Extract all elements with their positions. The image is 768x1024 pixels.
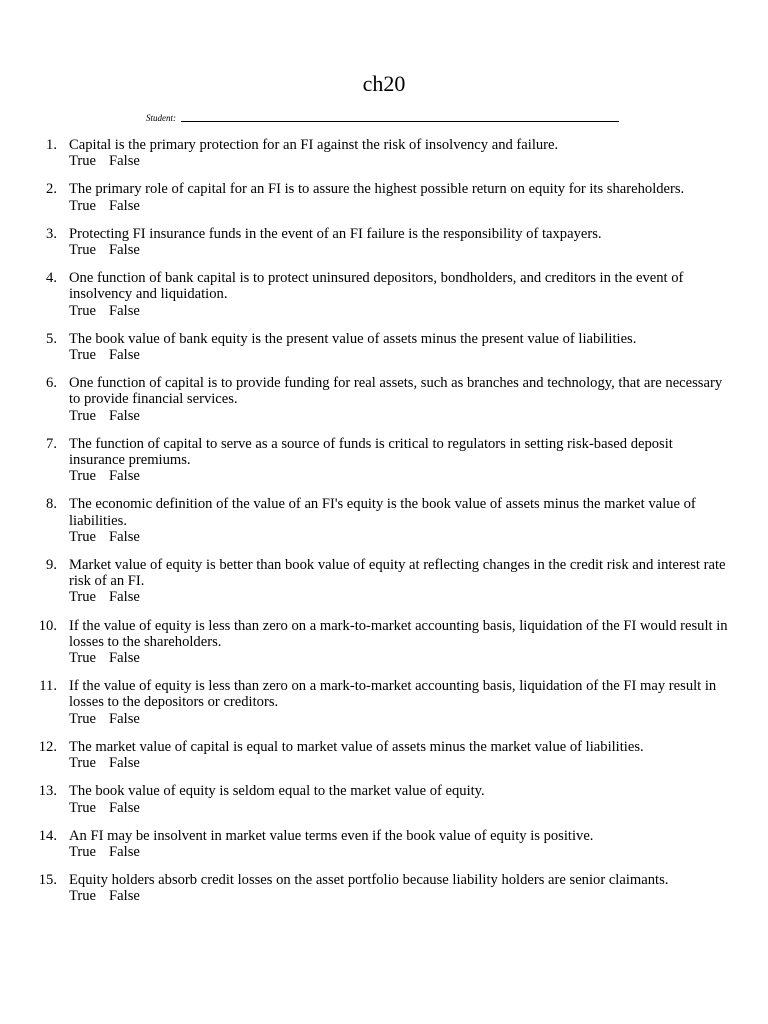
question-number: 12. bbox=[38, 738, 57, 755]
question-text: Market value of equity is better than book value of equity at reflecting changes in the credit risk and interest rate risk of an FI. bbox=[69, 557, 726, 590]
student-label: Student: bbox=[146, 113, 176, 123]
question-number: 10. bbox=[38, 617, 57, 634]
answer-options bbox=[69, 589, 729, 605]
question-item bbox=[0, 181, 768, 213]
question-text: Protecting FI insurance funds in the event of an FI failure is the responsibility of taxpayers. bbox=[69, 225, 602, 242]
question-item bbox=[0, 375, 768, 424]
question-text: The market value of capital is equal to market value of assets minus the market value of liabilities. bbox=[69, 738, 644, 755]
option-true[interactable]: True bbox=[69, 650, 97, 667]
question-text: The function of capital to serve as a source of funds is critical to regulators in setting risk-based deposit insurance premiums. bbox=[69, 435, 673, 469]
option-false[interactable]: False bbox=[109, 197, 140, 214]
option-false[interactable]: False bbox=[109, 407, 140, 424]
question-text: The economic definition of the value of an FI's equity is the book value of assets minus the market value of liabilities. bbox=[69, 496, 696, 529]
question-number: 11. bbox=[39, 678, 57, 695]
option-true[interactable]: True bbox=[69, 242, 97, 259]
option-true[interactable]: True bbox=[69, 888, 97, 905]
question-text: Capital is the primary protection for an FI against the risk of insolvency and failure. bbox=[69, 137, 559, 153]
answer-options bbox=[69, 888, 729, 904]
option-false[interactable]: False bbox=[109, 468, 140, 485]
answer-options bbox=[69, 650, 729, 666]
answer-options bbox=[69, 242, 729, 258]
question-text: One function of capital is to provide funding for real assets, such as branches and technology, that are necessary to provide financial services. bbox=[69, 375, 723, 408]
answer-options bbox=[69, 711, 729, 727]
question-item bbox=[0, 137, 768, 169]
option-true[interactable]: True bbox=[69, 799, 97, 816]
question-number: 4. bbox=[46, 270, 57, 287]
answer-options bbox=[69, 153, 729, 169]
question-number: 9. bbox=[46, 557, 57, 574]
answer-options bbox=[69, 408, 729, 424]
question-text: The book value of equity is seldom equal to the market value of equity. bbox=[69, 783, 485, 800]
question-item bbox=[0, 783, 768, 815]
question-item bbox=[0, 436, 768, 485]
option-false[interactable]: False bbox=[109, 843, 140, 860]
question-list bbox=[0, 137, 768, 917]
question-number: 3. bbox=[46, 225, 57, 242]
question-item bbox=[0, 496, 768, 545]
question-number: 8. bbox=[46, 496, 57, 513]
question-item bbox=[0, 331, 768, 363]
option-true[interactable]: True bbox=[69, 589, 97, 606]
student-name-line bbox=[146, 111, 619, 125]
option-false[interactable]: False bbox=[109, 528, 140, 545]
option-false[interactable]: False bbox=[109, 589, 140, 606]
question-number: 15. bbox=[38, 872, 57, 889]
option-true[interactable]: True bbox=[69, 302, 97, 319]
question-number: 7. bbox=[46, 435, 57, 452]
student-name-field[interactable] bbox=[181, 111, 619, 122]
page-title: ch20 bbox=[362, 71, 406, 96]
option-false[interactable]: False bbox=[109, 650, 140, 667]
question-text: One function of bank capital is to protect uninsured depositors, bondholders, and creditors in the event of insolvency and liquidation. bbox=[69, 270, 684, 303]
question-item bbox=[0, 828, 768, 860]
option-true[interactable]: True bbox=[69, 755, 97, 772]
answer-options bbox=[69, 347, 729, 363]
question-text: The book value of bank equity is the present value of assets minus the present value of liabilities. bbox=[69, 330, 637, 347]
question-text: If the value of equity is less than zero on a mark-to-market accounting basis, liquidation of the FI would result in losses to the shareholders. bbox=[69, 617, 728, 650]
question-item bbox=[0, 739, 768, 771]
question-number: 1. bbox=[46, 137, 57, 153]
option-false[interactable]: False bbox=[109, 153, 140, 170]
option-false[interactable]: False bbox=[109, 888, 140, 905]
question-number: 14. bbox=[38, 827, 57, 844]
option-true[interactable]: True bbox=[69, 153, 97, 170]
answer-options bbox=[69, 529, 729, 545]
answer-options bbox=[69, 755, 729, 771]
answer-options bbox=[69, 844, 729, 860]
question-text: Equity holders absorb credit losses on the asset portfolio because liability holders are senior claimants. bbox=[69, 872, 669, 889]
question-number: 6. bbox=[46, 375, 57, 392]
option-true[interactable]: True bbox=[69, 528, 97, 545]
question-item bbox=[0, 678, 768, 727]
question-text: The primary role of capital for an FI is to assure the highest possible return on equity for its shareholders. bbox=[69, 181, 685, 198]
option-false[interactable]: False bbox=[109, 347, 140, 364]
option-true[interactable]: True bbox=[69, 347, 97, 364]
question-item bbox=[0, 557, 768, 606]
answer-options bbox=[69, 468, 729, 484]
question-number: 5. bbox=[46, 330, 57, 347]
option-true[interactable]: True bbox=[69, 468, 97, 485]
question-number: 2. bbox=[46, 181, 57, 198]
option-true[interactable]: True bbox=[69, 843, 97, 860]
answer-options bbox=[69, 800, 729, 816]
question-number: 13. bbox=[38, 783, 57, 800]
option-false[interactable]: False bbox=[109, 799, 140, 816]
question-item bbox=[0, 618, 768, 667]
question-item bbox=[0, 872, 768, 904]
question-text: An FI may be insolvent in market value terms even if the book value of equity is positive. bbox=[69, 827, 594, 844]
question-text: If the value of equity is less than zero on a mark-to-market accounting basis, liquidation of the FI may result in losses to the depositors or creditors. bbox=[69, 678, 717, 711]
option-true[interactable]: True bbox=[69, 197, 97, 214]
option-false[interactable]: False bbox=[109, 302, 140, 319]
option-true[interactable]: True bbox=[69, 710, 97, 727]
option-false[interactable]: False bbox=[109, 242, 140, 259]
answer-options bbox=[69, 198, 729, 214]
question-item bbox=[0, 226, 768, 258]
option-false[interactable]: False bbox=[109, 755, 140, 772]
answer-options bbox=[69, 303, 729, 319]
option-false[interactable]: False bbox=[109, 710, 140, 727]
option-true[interactable]: True bbox=[69, 407, 97, 424]
question-item bbox=[0, 270, 768, 319]
